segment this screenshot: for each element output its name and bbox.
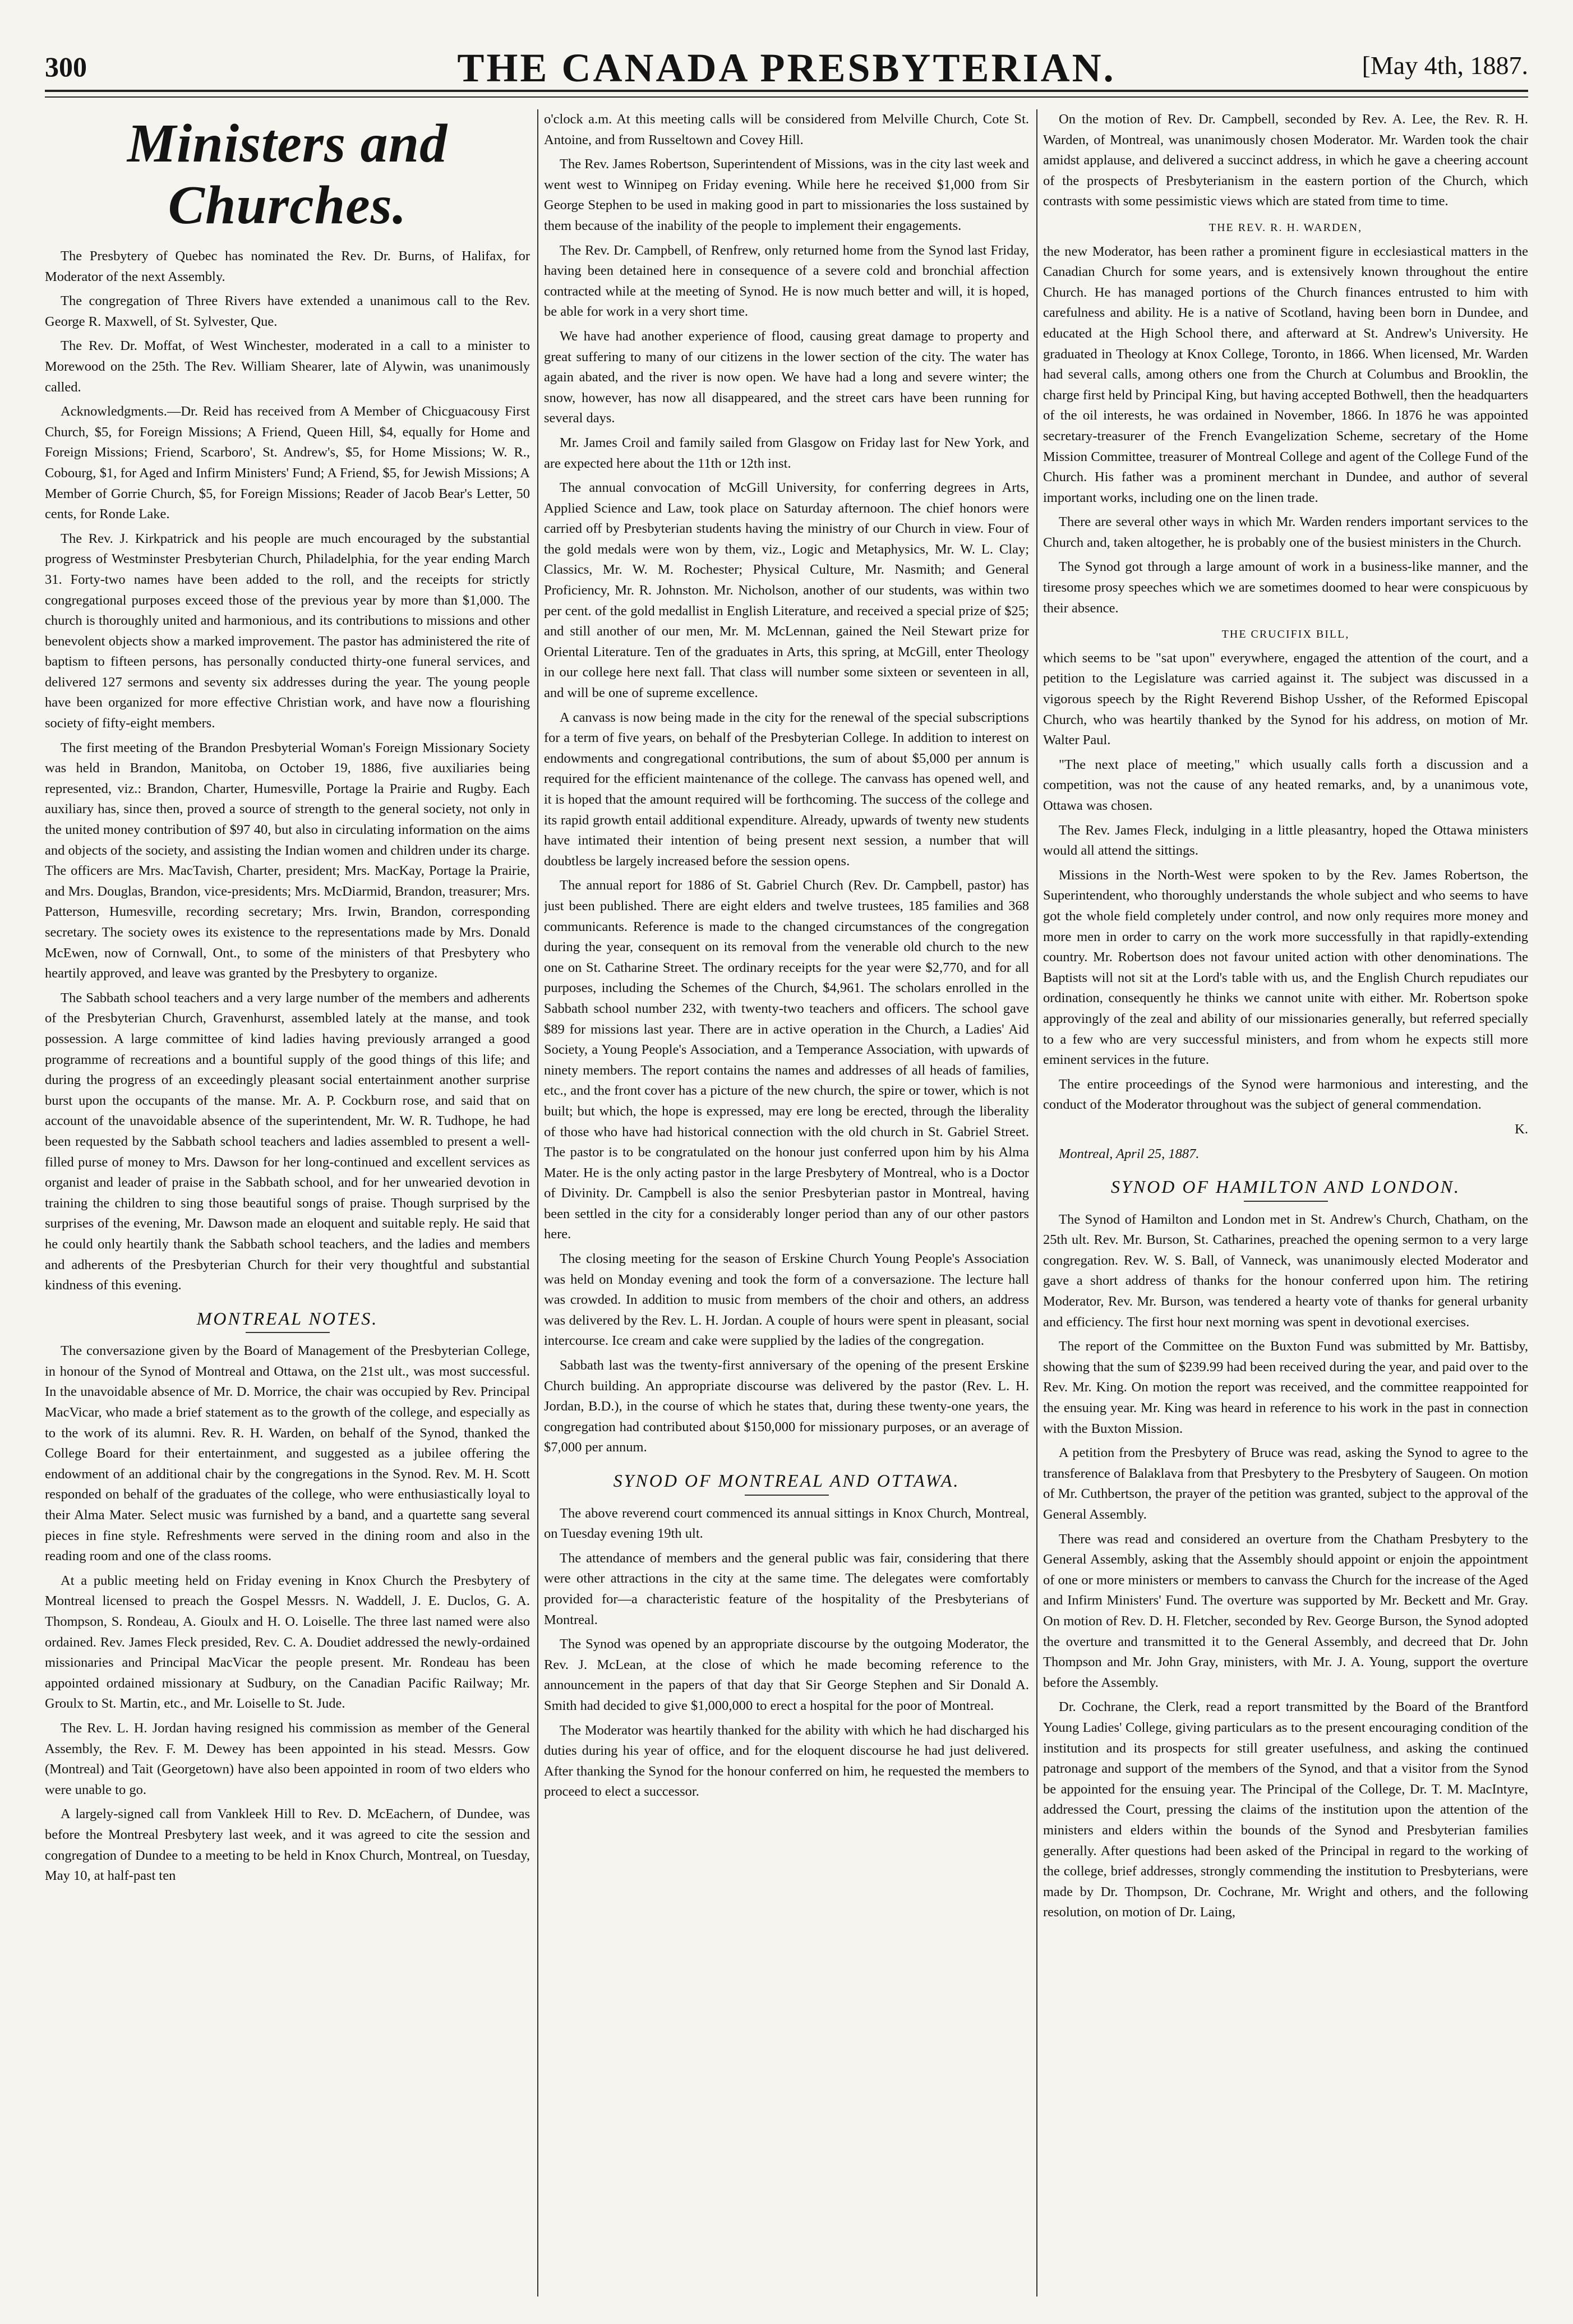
paragraph: The Presbytery of Quebec has nominated the Rev. Dr. Burns, of Halifax, for Moderator of the next Assembly. xyxy=(45,248,530,284)
section-heading: MONTREAL NOTES. xyxy=(196,1308,379,1329)
section-heading: SYNOD OF MONTREAL AND OTTAWA. xyxy=(613,1470,960,1491)
page-number: 300 xyxy=(45,51,87,82)
paragraph: A petition from the Presbytery of Bruce was read, asking the Synod to agree to the transference of Balaklava from that Presbytery to the Presbytery of Saugeen. On motion of Mr. Cuthbertson, the prayer of the petition was granted, subject to the approval of the General Assembly. xyxy=(1043,1445,1528,1522)
paragraph: o'clock a.m. At this meeting calls will be considered from Melville Church, Cote St. Antoine, and from Russeltown and Covey Hill. xyxy=(544,112,1029,147)
dateline-text: Montreal, April 25, 1887. xyxy=(1059,1146,1200,1161)
section-rule xyxy=(1244,1201,1328,1202)
paragraph: The Rev. James Robertson, Superintendent of Missions, was in the city last week and went west to Winnipeg on Friday evening. While here he received $1,000 from Sir George Stephen to be used in making good in part to missionaries the loss sustained by them because of the inability of the people to implement their engagements. xyxy=(544,156,1029,233)
paragraph: Acknowledgments.—Dr. Reid has received from A Member of Chicguacousy First Church, $5, for Foreign Missions; A Friend, Queen Hill, $4, equally for Home and Foreign Missions; Friend, Scarboro', St. Andrew's, $5, for Home Missions; W. R., Cobourg, $1, for Aged and Infirm Ministers' Fund; A Friend, $5, for Jewish Missions; A Member of Gorrie Church, $5, for Foreign Missions; Reader of Jacob Bear's Letter, 50 cents, for Ronde Lake. xyxy=(45,404,530,522)
paragraph: "The next place of meeting," which usually calls forth a discussion and a competition, was not the cause of any heated remarks, and, by a unanimous vote, Ottawa was chosen. xyxy=(1043,757,1528,813)
paragraph: The Moderator was heartily thanked for the ability with which he had discharged his duties during his year of office, and for the eloquent discourse he had just delivered. After thanking the Synod for the honour conferred on him, he requested the members to proceed to elect a successor. xyxy=(544,1722,1029,1800)
paragraph: A canvass is now being made in the city for the renewal of the special subscriptions for a term of five years, on behalf of the Presbyterian College. In addition to interest on endowments and congregational contributions, the sum of about $5,000 per annum is required for the efficient maintenance of the college. The canvass has opened well, and it is hoped that the amount required will be forthcoming. The success of the college and its rapid growth entail additional expenditure. Already, upwards of twenty new students have intimated their intention of being present next session, a number that will doubtless be largely increased before the session opens. xyxy=(544,709,1029,869)
issue-date: [May 4th, 1887. xyxy=(1362,51,1528,80)
subheading: THE CRUCIFIX BILL, xyxy=(1221,628,1350,641)
paragraph: The report of the Committee on the Buxton Fund was submitted by Mr. Battisby, showing that the sum of $239.99 had been received during the year, and paid over to the Rev. Mr. King. On motion the report was received, and the committee reappointed for the ensuing year. Mr. King was heard in reference to his work in the past in connection with the Buxton Mission. xyxy=(1043,1339,1528,1436)
column-divider xyxy=(1036,109,1037,2297)
section-heading: SYNOD OF HAMILTON AND LONDON. xyxy=(1110,1177,1461,1197)
paragraph: The Synod was opened by an appropriate discourse by the outgoing Moderator, the Rev. J. McLean, at the close of which he made becoming reference to the announcement in the papers of that day that Sir George Stephen and Sir Donald A. Smith had decided to give $1,000,000 to erect a hospital for the poor of Montreal. xyxy=(544,1636,1029,1713)
paragraph: The Sabbath school teachers and a very large number of the members and adherents of the Presbyterian Church, Gravenhurst, assembled lately at the manse, and took possession. A large committee of kind ladies having previously arranged a good programme of recreations and a bountiful supply of the good things of this life; and during the progress of an exceedingly pleasant social entertainment another surprise burst upon the occupants of the manse. Mr. A. P. Cockburn rose, and said that on account of the unavoidable absence of the superintendent, Mr. W. R. Tudhope, he had been requested by the Sabbath school teachers and ladies assembled to present a well-filled purse of money to Mrs. Dawson for her long-continued and excellent services as organist and leader of praise in the Sabbath school, and for her unwearied devotion in training the children to sing those beautiful songs of praise. Though surprised by the surprises of the evening, Mr. Dawson made an eloquent and suitable reply. He said that he could only heartily thank the Sabbath school teachers, and the ladies and members and adherents of the Presbyterian Church for their very thoughtful and substantial kindness of this evening. xyxy=(45,990,530,1293)
paragraph: Sabbath last was the twenty-first anniversary of the opening of the present Erskine Church building. An appropriate discourse was delivered by the pastor (Rev. L. H. Jordan, B.D.), in the course of which he states that, during these twenty-one years, the congregation had contributed about $150,000 for missionary purposes, or an average of $7,000 per annum. xyxy=(544,1358,1029,1455)
paragraph: At a public meeting held on Friday evening in Knox Church the Presbytery of Montreal licensed to preach the Gospel Messrs. N. Waddell, J. E. Duclos, G. A. Thompson, S. Rondeau, A. Gioulx and H. O. Loiselle. The three last named were also ordained. Rev. James Fleck presided, Rev. C. A. Doudiet addressed the newly-ordained missionaries and Principal MacVicar the people present. Mr. Rondeau has been appointed ordained missionary at Sudbury, on the Canadian Pacific Railway; Mr. Groulx to St. Martin, etc., and Mr. Loiselle to St. Jude. xyxy=(45,1573,530,1712)
paragraph: The above reverend court commenced its annual sittings in Knox Church, Montreal, on Tuesday evening 19th ult. xyxy=(544,1505,1029,1542)
paragraph: the new Moderator, has been rather a prominent figure in ecclesiastical matters in the Canadian Church for some years, and is extensively known throughout the entire Church. He has managed portions of the Church finances entrusted to him with carefulness and ability. He is a native of Scotland, having been born in Dundee, and educated at the High School there, and afterward at St. Andrew's University. He graduated in Theology at Knox College, Toronto, in 1866. When licensed, Mr. Warden had several calls, among others one from the Church at Columbus and Brooklin, the charge first held by Principal King, but having accepted Bothwell, then the headquarters of the oil interests, he was ordained in November, 1866. In 1876 he was appointed secretary-treasurer of the French Evangelization Scheme, secretary of the Home Mission Committee, treasurer of Montreal College and agent of the College Fund of the Church. His father was a prominent merchant in Dundee, and author of several important works, including one on the linen trade. xyxy=(1043,243,1528,505)
paragraph: The entire proceedings of the Synod were harmonious and interesting, and the conduct of the Moderator throughout was the subject of general commendation. xyxy=(1043,1076,1528,1113)
subheading: THE REV. R. H. WARDEN, xyxy=(1208,221,1363,234)
paragraph: Missions in the North-West were spoken to by the Rev. James Robertson, the Superintendent, who thoroughly understands the whole subject and who seems to have got the whole field completely under control, and now only requires more money and more men in order to carry on the work more successfully in that rapidly-extending country. Mr. Robertson does not favour united action with other denominations. The Baptists will not sit at the Lord's table with us, and the English Church repudiates our ordination, consequently he thinks we cannot unite with either. Mr. Robertson spoke approvingly of the zeal and ability of our missionaries generally, but referred specially to a few who are very successful ministers, and from whom he expects still more eminent services in the future. xyxy=(1043,867,1528,1068)
paragraph: The annual convocation of McGill University, for conferring degrees in Arts, Applied Science and Law, took place on Saturday afternoon. The chief honors were carried off by Presbyterian students having the ministry of our Church in view. Four of the gold medals were won by them, viz., Logic and Metaphysics, Mr. W. L. Clay; Classics, Mr. W. M. Rochester; Physical Culture, Mr. Nasmith; and General Proficiency, Mr. R. Johnston. Mr. Nicholson, another of our students, was within two per cent. of the gold medallist in English Literature, and received a special prize of $25; and still another of our men, Mr. M. McLennan, gained the Neil Stewart prize for Oriental Literature. Ten of the graduates in Arts, this spring, at McGill, enter Theology in our college here next fall. That class will number some sixteen or seventeen in all, and will be one of supreme excellence. xyxy=(544,480,1029,701)
paragraph: The Rev. J. Kirkpatrick and his people are much encouraged by the substantial progress of Westminster Presbyterian Church, Philadelphia, for the year ending March 31. Forty-two names have been added to the roll, and the receipts for strictly congregational purposes exceed those of the previous year by more than $1,000. The church is thoroughly united and harmonious, and its contributions to missions and other benevolent objects show a marked improvement. The pastor has administered the rite of baptism to fifteen persons, has personally conducted thirty-one funeral services, and delivered 127 sermons and seventy six addresses during the year. The young people have been organized for more effective Christian work, and have now a flourishing society of fifty-eight members. xyxy=(45,531,530,731)
paragraph: The annual report for 1886 of St. Gabriel Church (Rev. Dr. Campbell, pastor) has just been published. There are eight elders and twelve trustees, 185 families and 368 communicants. Reference is made to the changed circumstances of the congregation during the year, consequent on its removal from the venerable old church to the new one on St. Catharine Street. The ordinary receipts for the year were $2,770, and for all purposes, including the Schemes of the Church, $4,961. The scholars enrolled in the Sabbath school number 232, with twenty-two teachers and officers. The school gave $89 for missions last year. There are in active operation in the Church, a Ladies' Aid Society, a Young People's Association, and a Temperance Association, with upwards of ninety members. The report contains the names and addresses of all heads of families, etc., and the front cover has a picture of the new church, the spire or tower, which is not built; but which, the hope is expressed, may ere long be erected, through the liberality of those who have had historical connection with the old church in St. Gabriel Street. The pastor is to be congratulated on the honour just conferred upon him by his Alma Mater. He is the only acting pastor in the large Presbytery of Montreal, who is a Doctor of Divinity. Dr. Campbell is also the senior Presbyterian pastor in Montreal, having been settled in the city for a considerably longer period than any of our other pastors here. xyxy=(544,878,1029,1242)
paragraph: The Rev. L. H. Jordan having resigned his commission as member of the General Assembly, the Rev. F. M. Dewey has been appointed in his stead. Messrs. Gow (Montreal) and Tait (Georgetown) have also been appointed in room of two elders who were unable to go. xyxy=(45,1720,530,1797)
paragraph: The attendance of members and the general public was fair, considering that there were other attractions in the city at the same time. The delegates were comfortably provided for—a characteristic feature of the hospitality of the Presbyterians of Montreal. xyxy=(544,1550,1029,1627)
paragraph: There are several other ways in which Mr. Warden renders important services to the Church and, taken altogether, he is probably one of the busiest ministers in the Church. xyxy=(1043,514,1528,550)
header-rule xyxy=(45,90,1528,92)
section-rule xyxy=(246,1332,330,1333)
paragraph: The Rev. Dr. Campbell, of Renfrew, only returned home from the Synod last Friday, having been detained here in consequence of a severe cold and bronchial affection contracted while at the meeting of Synod. He is now much better and will, it is hoped, be able for work in a very short time. xyxy=(544,242,1029,320)
header-rule-thin xyxy=(45,96,1528,98)
dateline xyxy=(1043,1144,1528,1165)
signoff: K. xyxy=(1515,1121,1528,1137)
paragraph: The conversazione given by the Board of Management of the Presbyterian College, in honour of the Synod of Montreal and Ottawa, on the 21st ult., was most successful. In the unavoidable absence of Mr. D. Morrice, the chair was occupied by Rev. Principal MacVicar, who made a brief statement as to the growth of the college, and especially as to the work of its alumni. Rev. R. H. Warden, on behalf of the Synod, thanked the College Board for their entertainment, and suggested as a jubilee offering the endowment of an additional chair by the congregations in the Synod. Rev. M. H. Scott responded on behalf of the graduates of the college, who were enthusiastically loyal to their Alma Mater. Select music was furnished by a band, and a quartette sang several pieces in fine style. Refreshments were served in the dining room and also in the reading room and one of the class rooms. xyxy=(45,1343,530,1564)
publication-title: THE CANADA PRESBYTERIAN. xyxy=(457,45,1116,90)
paragraph: which seems to be "sat upon" everywhere, engaged the attention of the court, and a petition to the Legislature was carried against it. The subject was discussed in a vigorous speech by the Right Reverend Bishop Ussher, of the Reformed Episcopal Church, who was heartily thanked by the Synod for his address, on motion of Mr. Walter Paul. xyxy=(1043,650,1528,748)
paragraph: On the motion of Rev. Dr. Campbell, seconded by Rev. A. Lee, the Rev. R. H. Warden, of Montreal, was unanimously chosen Moderator. Mr. Warden took the chair amidst applause, and delivered a succinct address, in which he gave a cheering account of the prospects of Presbyterianism in the eastern portion of the Church, which contrasts with some pessimistic views which are stated from time to time. xyxy=(1043,112,1528,209)
paragraph: The Synod of Hamilton and London met in St. Andrew's Church, Chatham, on the 25th ult. Rev. Mr. Burson, St. Catharines, preached the opening sermon to a very large congregation. Rev. W. S. Ball, of Vanneck, was unanimously elected Moderator and gave a short address of thanks for the honour conferred upon him. The retiring Moderator, Rev. Mr. Burson, was tendered a hearty vote of thanks for general urbanity and efficiency. The first hour next morning was spent in devotional exercises. xyxy=(1043,1211,1528,1330)
paragraph: The Synod got through a large amount of work in a business-like manner, and the tiresome prosy speeches which we are sometimes doomed to hear were conspicuous by their absence. xyxy=(1043,559,1528,616)
paragraph: We have had another experience of flood, causing great damage to property and great suffering to many of our citizens in the lower section of the city. The water has again abated, and the river is now open. We have had a long and severe winter; the snow, however, has now all disappeared, and the street cars have been running for several days. xyxy=(544,328,1029,426)
paragraph: The Rev. James Fleck, indulging in a little pleasantry, hoped the Ottawa ministers would all attend the sittings. xyxy=(1043,822,1528,859)
paragraph: The congregation of Three Rivers have extended a unanimous call to the Rev. George R. Maxwell, of St. Sylvester, Que. xyxy=(45,293,530,329)
paragraph: Dr. Cochrane, the Clerk, read a report transmitted by the Board of the Brantford Young Ladies' College, giving particulars as to the present encouraging condition of the institution and its prospects for still greater usefulness, and asking the continued patronage and support of the members of the Synod, and that a visitor from the Synod be appointed for the ensuing year. The Principal of the College, Dr. T. M. MacIntyre, addressed the Court, pressing the claims of the institution upon the attention of the ministers and elders within the bounds of the Synod and Presbyterian families generally. After questions had been asked of the Principal in regard to the working of the college, brief addresses, strongly commending the institution to Presbyterians, were made by Dr. Thompson, Dr. Cochrane, Mr. Wright and others, and the following resolution, on motion of Dr. Laing, xyxy=(1043,1699,1528,1920)
column-2 xyxy=(544,109,1029,2297)
paragraph: There was read and considered an overture from the Chatham Presbytery to the General Assembly, asking that the Assembly should appoint or enjoin the appointment of one or more ministers or members to canvass the Church for the increase of the Aged and Infirm Ministers' Fund. The overture was supported by Mr. Beckett and Mr. Gray. On motion of Rev. D. H. Fletcher, seconded by Rev. George Burson, the Synod adopted the overture and transmitted it to the General Assembly, and decreed that Dr. John Thompson and Mr. John Gray, ministers, with Mr. J. A. Young, support the overture before the Assembly. xyxy=(1043,1531,1528,1690)
paragraph: The closing meeting for the season of Erskine Church Young People's Association was held on Monday evening and took the form of a conversazione. The lecture hall was crowded. In addition to music from members of the choir and others, an address was delivered by the Rev. L. H. Jordan. A couple of hours were spent in pleasant, social intercourse. Ice cream and cake were supplied by the ladies of the congregation. xyxy=(544,1251,1029,1349)
paragraph: The first meeting of the Brandon Presbyterial Woman's Foreign Missionary Society was held in Brandon, Manitoba, on October 19, 1886, five auxiliaries being represented, viz.: Brandon, Charter, Humesville, Portage la Prairie and Rugby. Each auxiliary has, since then, proved a source of strength to the general society, not only in the united money contribution of $97 40, but also in circulating information on the aims and objects of the society, and assisting the Indian women and children under its charge. The officers are Mrs. MacTavish, Charter, president; Mrs. MacKay, Portage la Prairie, and Mrs. Douglas, Brandon, vice-presidents; Mrs. McDiarmid, Brandon, treasurer; Mrs. Patterson, Humesville, recording secretary; Mrs. Irwin, Brandon, corresponding secretary. The society owes its existence to the representations made by Mrs. Donald McEwen, now of Cornwall, Ont., to some of the ministers of that Presbytery who heartily approved, and leave was granted by the Presbytery to organize. xyxy=(45,740,530,981)
section-masthead: Ministers and Churches. xyxy=(127,113,448,236)
paragraph: A largely-signed call from Vankleek Hill to Rev. D. McEachern, of Dundee, was before the Montreal Presbytery last week, and it was agreed to cite the session and congregation of Dundee to a meeting to be held in Knox Church, Montreal, on Tuesday, May 10, at half-past ten xyxy=(45,1806,530,1884)
paragraph: Mr. James Croil and family sailed from Glasgow on Friday last for New York, and are expected here about the 11th or 12th inst. xyxy=(544,435,1029,471)
section-rule xyxy=(745,1495,829,1496)
column-divider xyxy=(537,109,538,2297)
column-3 xyxy=(1043,109,1528,2297)
paragraph: The Rev. Dr. Moffat, of West Winchester, moderated in a call to a minister to Morewood on the 25th. The Rev. William Shearer, late of Alywin, was unanimously called. xyxy=(45,338,530,395)
column-1 xyxy=(45,109,530,2297)
